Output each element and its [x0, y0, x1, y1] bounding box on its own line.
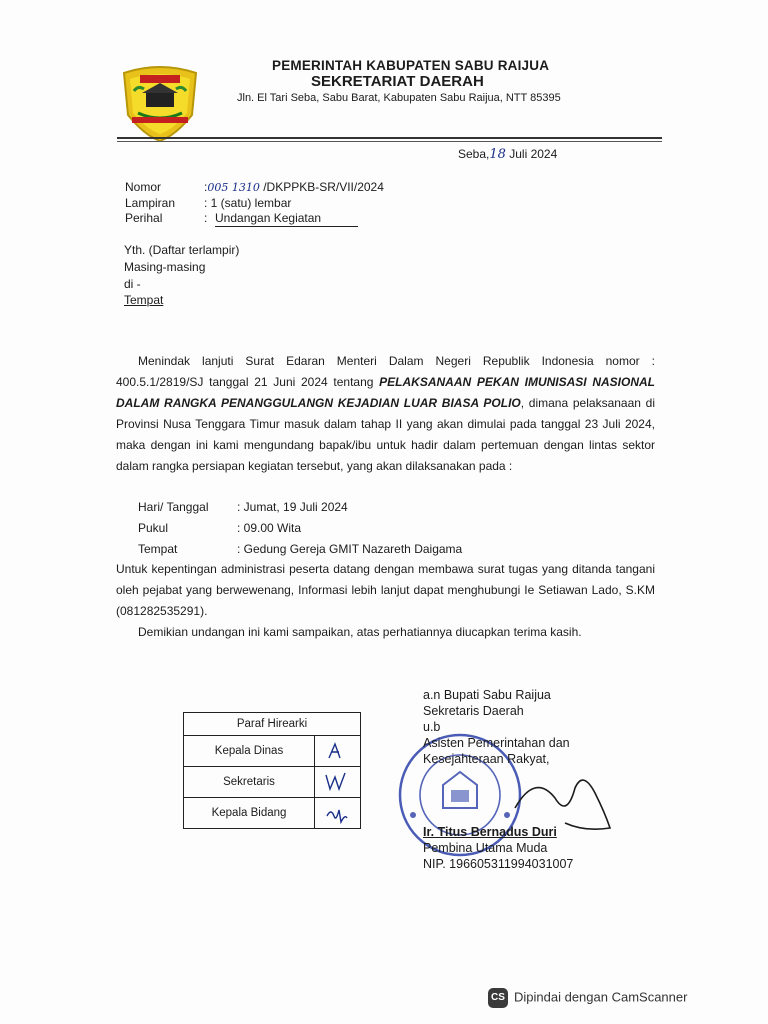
signature-line5: Kesejahteraan Rakyat, [423, 752, 550, 766]
nomor-value [204, 180, 384, 194]
paraf-header: Paraf Hirearki [184, 713, 361, 736]
recipient-line1: Yth. (Daftar terlampir) [124, 243, 240, 257]
camscanner-logo-icon: CS [488, 988, 508, 1008]
letterhead-line1: PEMERINTAH KABUPATEN SABU RAIJUA [272, 58, 550, 73]
nomor-label: Nomor [125, 180, 162, 194]
letterhead-divider-thin [117, 141, 662, 142]
signature-line4: Asisten Pemerintahan dan [423, 736, 570, 750]
letterhead-divider [117, 137, 662, 139]
paraf-initial-cell [315, 767, 361, 798]
paragraph-1-start: Menindak lanjuti Surat Edaran Menteri Dalam Negeri Republik Indonesia nomor : 400.5.1/2819/SJ tanggal 21 Juni 2024 tentang [116, 354, 655, 389]
paraf-initial-cell [315, 736, 361, 767]
signatory-nip: NIP. 196605311994031007 [423, 857, 574, 871]
paraf-row-label: Kepala Bidang [184, 798, 315, 829]
initial-mark-icon [321, 738, 351, 762]
signature-line2: Sekretaris Daerah [423, 704, 524, 718]
letterhead-address: Jln. El Tari Seba, Sabu Barat, Kabupaten Sabu Raijua, NTT 85395 [237, 92, 561, 104]
initial-mark-icon [321, 769, 351, 793]
paraf-table [183, 712, 361, 829]
lampiran-value: : 1 (satu) lembar [204, 196, 292, 210]
letter-date [458, 147, 557, 162]
nomor-handwritten: 005 1310 [207, 181, 260, 194]
schedule-label-1: Hari/ Tanggal [138, 500, 209, 514]
schedule-label-3: Tempat [138, 542, 178, 556]
lampiran-label: Lampiran [125, 196, 176, 210]
camscanner-text: Dipindai dengan CamScanner [514, 989, 688, 1005]
paragraph-1-end: , dimana pelaksanaan di Provinsi Nusa Tenggara Timur masuk dalam tahap II yang akan dimulai pada tanggal 23 Juli 2024, maka dengan ini kami mengundang bapak/ibu untuk hadir dalam pertemuan dengan lintas sektor dalam rangka persiapan kegiatan tersebut, yang akan dilaksanakan pada : [116, 396, 655, 473]
perihal-value: Undangan Kegiatan [215, 211, 358, 227]
date-day-handwritten: 18 [489, 147, 506, 162]
camscanner-watermark [488, 988, 687, 1008]
nomor-colon: : [204, 180, 208, 194]
recipient-line2: Masing-masing [124, 260, 206, 274]
signature-line3: u.b [423, 720, 441, 734]
schedule-label-2: Pukul [138, 521, 169, 535]
signatory-name: Ir. Titus Bernadus Duri [423, 825, 557, 839]
body-paragraph-2: Untuk kepentingan administrasi peserta datang dengan membawa surat tugas yang ditanda tangani oleh pejabat yang berwewenang, Informasi lebih lanjut dapat menghubungi Ie Setiawan Lado, S.KM (081282535291). [116, 562, 655, 618]
body-paragraph-1 [116, 351, 655, 477]
signature-line1: a.n Bupati Sabu Raijua [423, 688, 551, 702]
recipient-line3: di - [124, 277, 141, 291]
signature-block [423, 687, 570, 767]
regency-logo [118, 63, 202, 143]
nomor-rest: /DKPPKB-SR/VII/2024 [263, 180, 384, 194]
initial-mark-icon [321, 800, 351, 824]
perihal-colon: : [204, 211, 208, 225]
letterhead-line2: SEKRETARIAT DAERAH [311, 73, 484, 90]
date-prefix: Seba, [458, 147, 490, 161]
date-suffix: Juli 2024 [505, 147, 558, 161]
recipient-line4: Tempat [124, 293, 164, 307]
signatory-rank: Pembina Utama Muda [423, 841, 548, 855]
body-paragraph-3: Demikian undangan ini kami sampaikan, atas perhatiannya diucapkan terima kasih. [138, 625, 582, 639]
perihal-label: Perihal [125, 211, 163, 225]
schedule-value-2: : 09.00 Wita [237, 521, 302, 535]
schedule-value-3: : Gedung Gereja GMIT Nazareth Daigama [237, 542, 463, 556]
paraf-initial-cell [315, 798, 361, 829]
paraf-row-label: Kepala Dinas [184, 736, 315, 767]
schedule-value-1: : Jumat, 19 Juli 2024 [237, 500, 348, 514]
paraf-row-label: Sekretaris [184, 767, 315, 798]
paragraph-1-bold: PELAKSANAAN PEKAN IMUNISASI NASIONAL DALAM RANGKA PENANGGULANGN KEJADIAN LUAR BIASA POLIO [116, 375, 655, 410]
